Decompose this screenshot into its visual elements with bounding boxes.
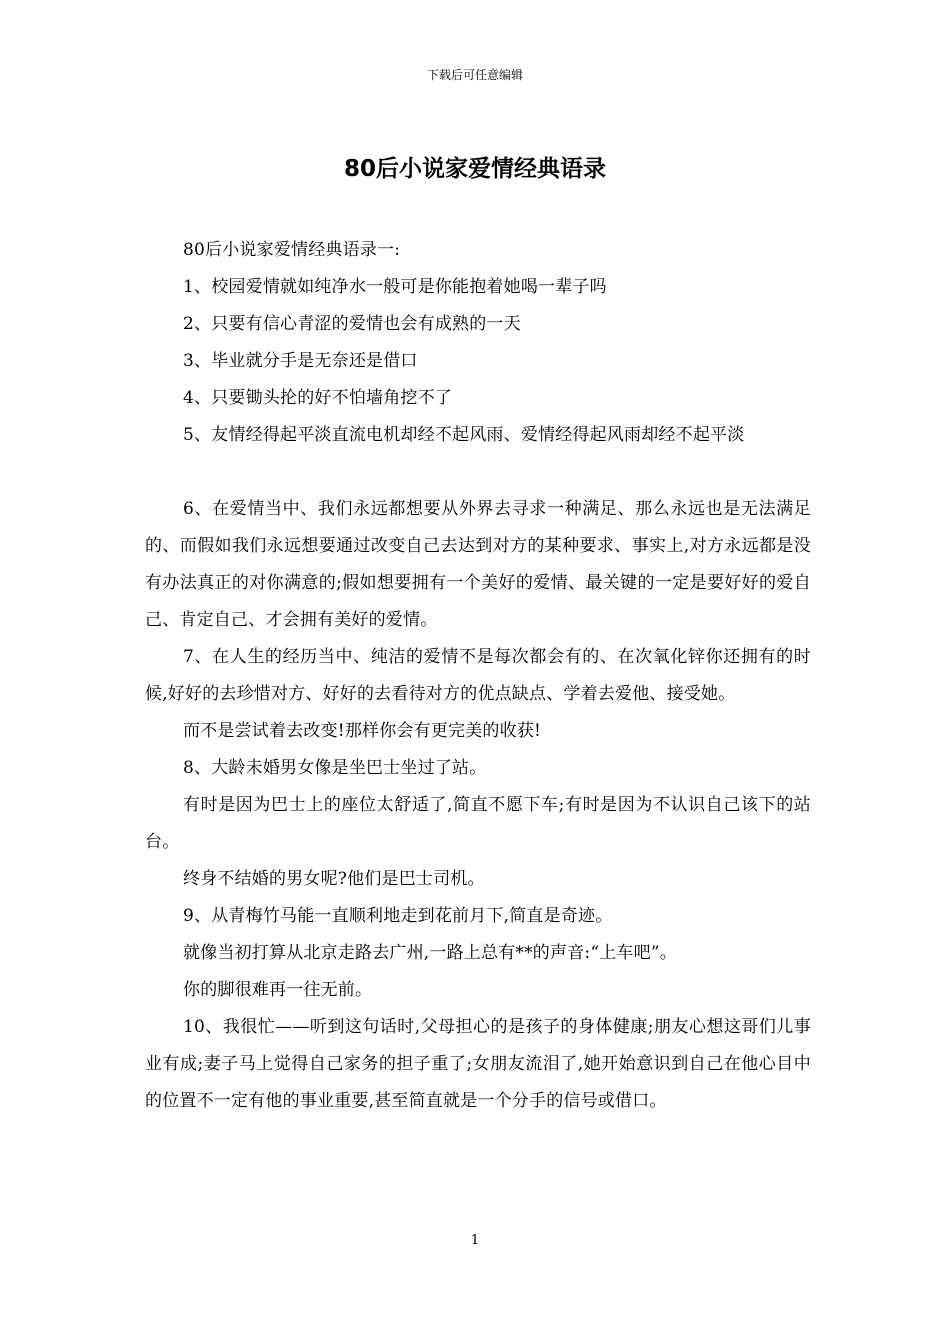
paragraph-quote-6: 6、在爱情当中、我们永远都想要从外界去寻求一种满足、那么永远也是无法满足的、而假如我们永远想要通过改变自己去达到对方的某种要求、事实上,对方永远都是没有办法真正的对你满意的;假如想要拥有一个美好的爱情、最关键的一定是要好好的爱自己、肯定自己、才会拥有美好的爱情。: [145, 499, 811, 630]
paragraph-quote-9: 9、从青梅竹马能一直顺利地走到花前月下,简直是奇迹。: [183, 906, 613, 926]
document-body: [145, 232, 811, 1120]
document-title: 80后小说家爱情经典语录: [343, 156, 606, 182]
paragraph-quote-9-cont-1: 就像当初打算从北京走路去广州,一路上总有**的声音:“上车吧”。: [183, 943, 677, 963]
paragraph-quote-7-cont: 而不是尝试着去改变!那样你会有更完美的收获!: [183, 721, 542, 741]
paragraph-quote-3: 3、毕业就分手是无奈还是借口: [183, 351, 418, 371]
paragraph-quote-8: 8、大龄未婚男女像是坐巴士坐过了站。: [183, 758, 487, 778]
paragraph-quote-8-cont-1: 有时是因为巴士上的座位太舒适了,简直不愿下车;有时是因为不认识自己该下的站台。: [145, 795, 811, 852]
paragraph-quote-1: 1、校园爱情就如纯净水一般可是你能抱着她喝一辈子吗: [183, 277, 607, 297]
paragraph-quote-8-cont-2: 终身不结婚的男女呢?他们是巴士司机。: [183, 869, 485, 889]
paragraph-quote-4: 4、只要锄头抡的好不怕墙角挖不了: [183, 388, 453, 408]
paragraph-quote-10: 10、我很忙——听到这句话时,父母担心的是孩子的身体健康;朋友心想这哥们儿事业有成;妻子马上觉得自己家务的担子重了;女朋友流泪了,她开始意识到自己在他心目中的位置不一定有他的事业重要,甚至简直就是一个分手的信号或借口。: [145, 1017, 811, 1111]
paragraph-quote-9-cont-2: 你的脚很难再一往无前。: [183, 980, 373, 1000]
header-note: 下载后可任意编辑: [426, 68, 523, 82]
page-number: 1: [470, 1233, 480, 1248]
paragraph-quote-5: 5、友情经得起平淡直流电机却经不起风雨、爱情经得起风雨却经不起平淡: [183, 425, 745, 445]
paragraph-intro: 80后小说家爱情经典语录一:: [183, 240, 401, 260]
paragraph-quote-2: 2、只要有信心青涩的爱情也会有成熟的一天: [183, 314, 521, 334]
paragraph-quote-7: 7、在人生的经历当中、纯洁的爱情不是每次都会有的、在次氧化锌你还拥有的时候,好好的去珍惜对方、好好的去看待对方的优点缺点、学着去爱他、接受她。: [145, 647, 811, 704]
